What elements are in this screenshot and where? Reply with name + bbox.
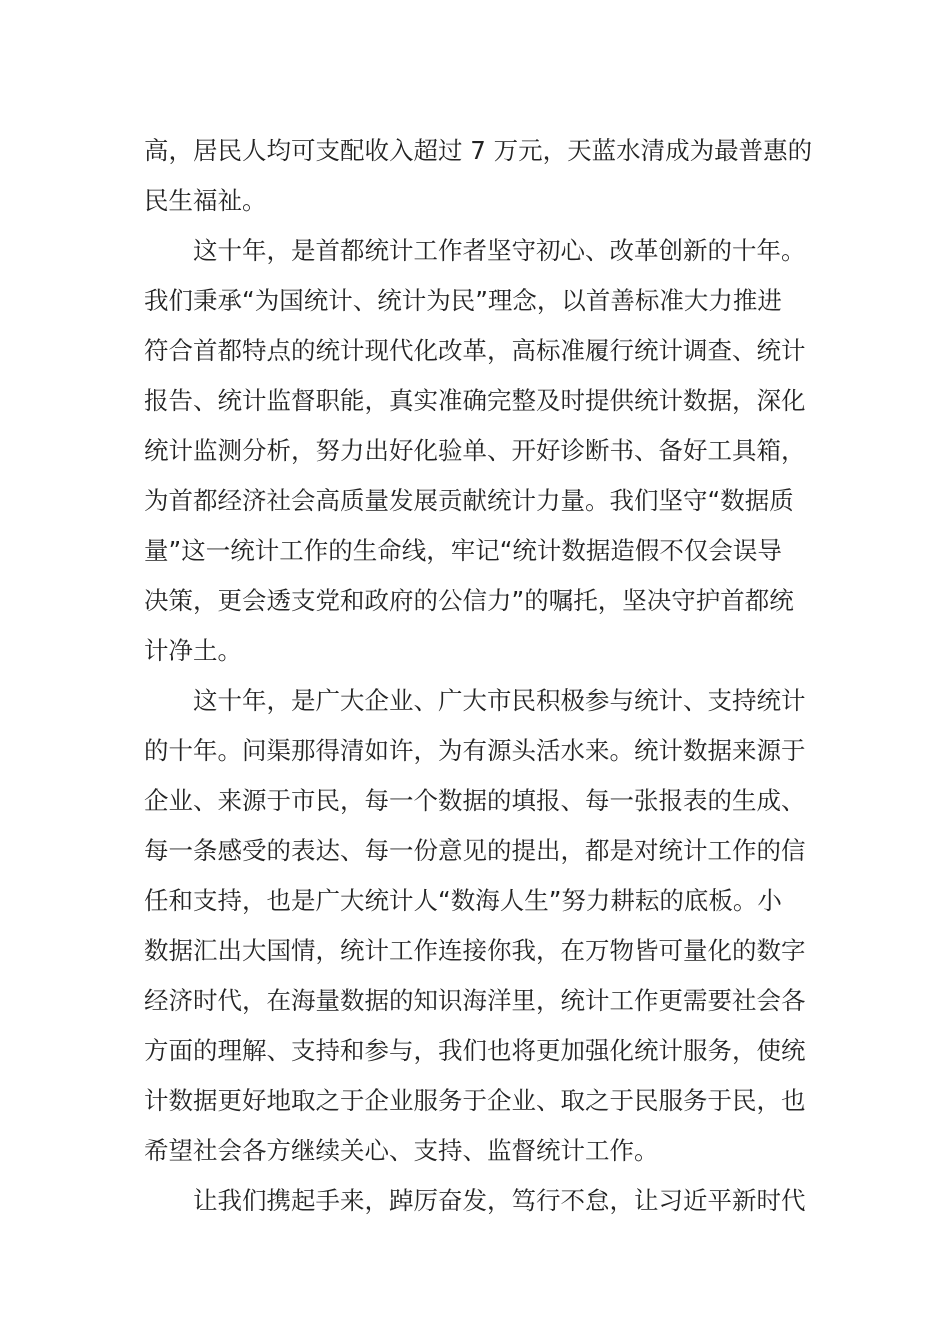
- paragraph-start-line: 让我们携起手来，踔厉奋发，笃行不怠，让习近平新时代: [193, 1186, 806, 1215]
- text-line: 统计监测分析，努力出好化验单、开好诊断书、备好工具箱，: [144, 436, 806, 465]
- text-line: 报告、统计监督职能，真实准确完整及时提供统计数据，深化: [144, 386, 806, 415]
- paragraph-start-line: 这十年，是广大企业、广大市民积极参与统计、支持统计: [193, 686, 806, 715]
- text-line: 为首都经济社会高质量发展贡献统计力量。我们坚守“数据质: [144, 486, 794, 515]
- text-line: 经济时代，在海量数据的知识海洋里，统计工作更需要社会各: [144, 986, 806, 1015]
- text-line: 企业、来源于市民，每一个数据的填报、每一张报表的生成、: [144, 786, 806, 815]
- body-text: [144, 126, 813, 1226]
- text-line: 计净土。: [144, 636, 242, 665]
- text-line: 希望社会各方继续关心、支持、监督统计工作。: [144, 1136, 659, 1165]
- text-line: 我们秉承“为国统计、统计为民”理念，以首善标准大力推进: [144, 286, 782, 315]
- paragraph-start-line: 这十年，是首都统计工作者坚守初心、改革创新的十年。: [193, 236, 806, 265]
- text-line: 计数据更好地取之于企业服务于企业、取之于民服务于民，也: [144, 1086, 806, 1115]
- text-line: 量”这一统计工作的生命线，牢记“统计数据造假不仅会误导: [144, 536, 782, 565]
- text-line: 数据汇出大国情，统计工作连接你我，在万物皆可量化的数字: [144, 936, 806, 965]
- text-line: 的十年。问渠那得清如许，为有源头活水来。统计数据来源于: [144, 736, 806, 765]
- text-line: 方面的理解、支持和参与，我们也将更加强化统计服务，使统: [144, 1036, 806, 1065]
- text-line: 决策，更会透支党和政府的公信力”的嘱托，坚决守护首都统: [144, 586, 794, 615]
- text-line: 民生福祉。: [144, 186, 267, 215]
- text-line: 任和支持，也是广大统计人“数海人生”努力耕耘的底板。小: [144, 886, 782, 915]
- text-line: 高，居民人均可支配收入超过 7 万元，天蓝水清成为最普惠的: [144, 136, 813, 165]
- text-line: 符合首都特点的统计现代化改革，高标准履行统计调查、统计: [144, 336, 806, 365]
- text-line: 每一条感受的表达、每一份意见的提出，都是对统计工作的信: [144, 836, 806, 865]
